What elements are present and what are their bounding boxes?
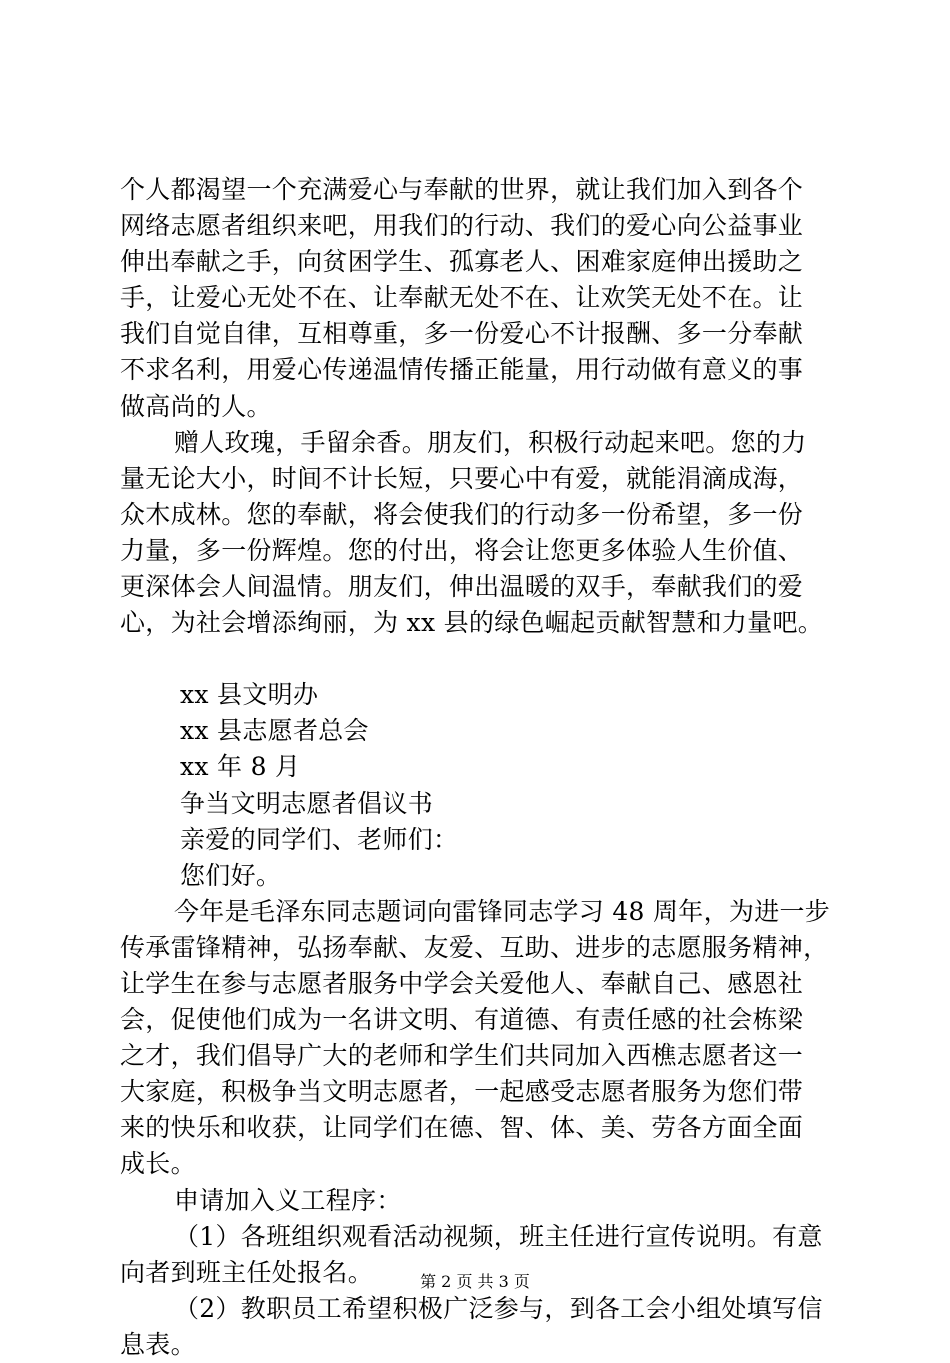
signature-line: xx 县文明办 — [180, 680, 319, 710]
paragraph-2-line: 心，为社会增添绚丽，为 xx 县的绿色崛起贡献智慧和力量吧。 — [120, 608, 824, 638]
paragraph-2-line: 力量，多一份辉煌。您的付出，将会让您更多体验人生价值、 — [120, 535, 804, 565]
page-footer — [0, 1272, 950, 1292]
procedure-item-1-line: 向者到班主任处报名。 — [120, 1257, 374, 1287]
document-body — [120, 172, 840, 1363]
paragraph-3-line: 让学生在参与志愿者服务中学会关爱他人、奉献自己、感恩社 — [120, 968, 804, 998]
paragraph-2-line: 众木成林。您的奉献，将会使我们的行动多一份希望，多一份 — [120, 499, 804, 529]
salutation: 亲爱的同学们、老师们： — [180, 824, 459, 854]
paragraph-3-line: 之才，我们倡导广大的老师和学生们共同加入西樵志愿者这一 — [120, 1041, 804, 1071]
page-indicator: 第 2 页 共 3 页 — [420, 1272, 530, 1291]
paragraph-1-line: 网络志愿者组织来吧，用我们的行动、我们的爱心向公益事业 — [120, 211, 804, 241]
paragraph-3-line: 传承雷锋精神，弘扬奉献、友爱、互助、进步的志愿服务精神， — [120, 932, 829, 962]
blank-line — [120, 641, 840, 677]
paragraph-3-line: 今年是毛泽东同志题词向雷锋同志学习 48 周年，为进一步 — [174, 896, 831, 926]
paragraph-3-line: 来的快乐和收获，让同学们在德、智、体、美、劳各方面全面 — [120, 1113, 804, 1143]
paragraph-2-line: 赠人玫瑰，手留余香。朋友们，积极行动起来吧。您的力 — [174, 427, 807, 457]
section-title: 争当文明志愿者倡议书 — [180, 788, 434, 818]
procedure-item-2-line: 息表。 — [120, 1329, 196, 1359]
paragraph-3-line: 成长。 — [120, 1149, 196, 1179]
signature-line: xx 年 8 月 — [180, 752, 301, 782]
paragraph-3-line: 会，促使他们成为一名讲文明、有道德、有责任感的社会栋梁 — [120, 1005, 804, 1035]
paragraph-2-line: 量无论大小，时间不计长短，只要心中有爱，就能涓滴成海， — [120, 463, 804, 493]
paragraph-1-line: 我们自觉自律，互相尊重，多一份爱心不计报酬、多一分奉献 — [120, 319, 804, 349]
procedure-item-2-line: （2）教职员工希望积极广泛参与，到各工会小组处填写信 — [174, 1293, 823, 1323]
paragraph-1-line: 个人都渴望一个充满爱心与奉献的世界，就让我们加入到各个 — [120, 175, 804, 204]
procedure-heading: 申请加入义工程序： — [174, 1185, 402, 1215]
paragraph-1-line: 手，让爱心无处不在、让奉献无处不在、让欢笑无处不在。让 — [120, 283, 804, 313]
paragraph-1-line: 做高尚的人。 — [120, 391, 272, 421]
paragraph-2-line: 更深体会人间温情。朋友们，伸出温暖的双手，奉献我们的爱 — [120, 572, 804, 602]
greeting: 您们好。 — [180, 860, 282, 890]
paragraph-1-line: 不求名利，用爱心传递温情传播正能量，用行动做有意义的事 — [120, 355, 804, 385]
procedure-item-1-line: （1）各班组织观看活动视频，班主任进行宣传说明。有意 — [174, 1221, 823, 1251]
signature-line: xx 县志愿者总会 — [180, 716, 369, 746]
paragraph-3-line: 大家庭，积极争当文明志愿者，一起感受志愿者服务为您们带 — [120, 1077, 804, 1107]
paragraph-1-line: 伸出奉献之手，向贫困学生、孤寡老人、困难家庭伸出援助之 — [120, 247, 804, 277]
